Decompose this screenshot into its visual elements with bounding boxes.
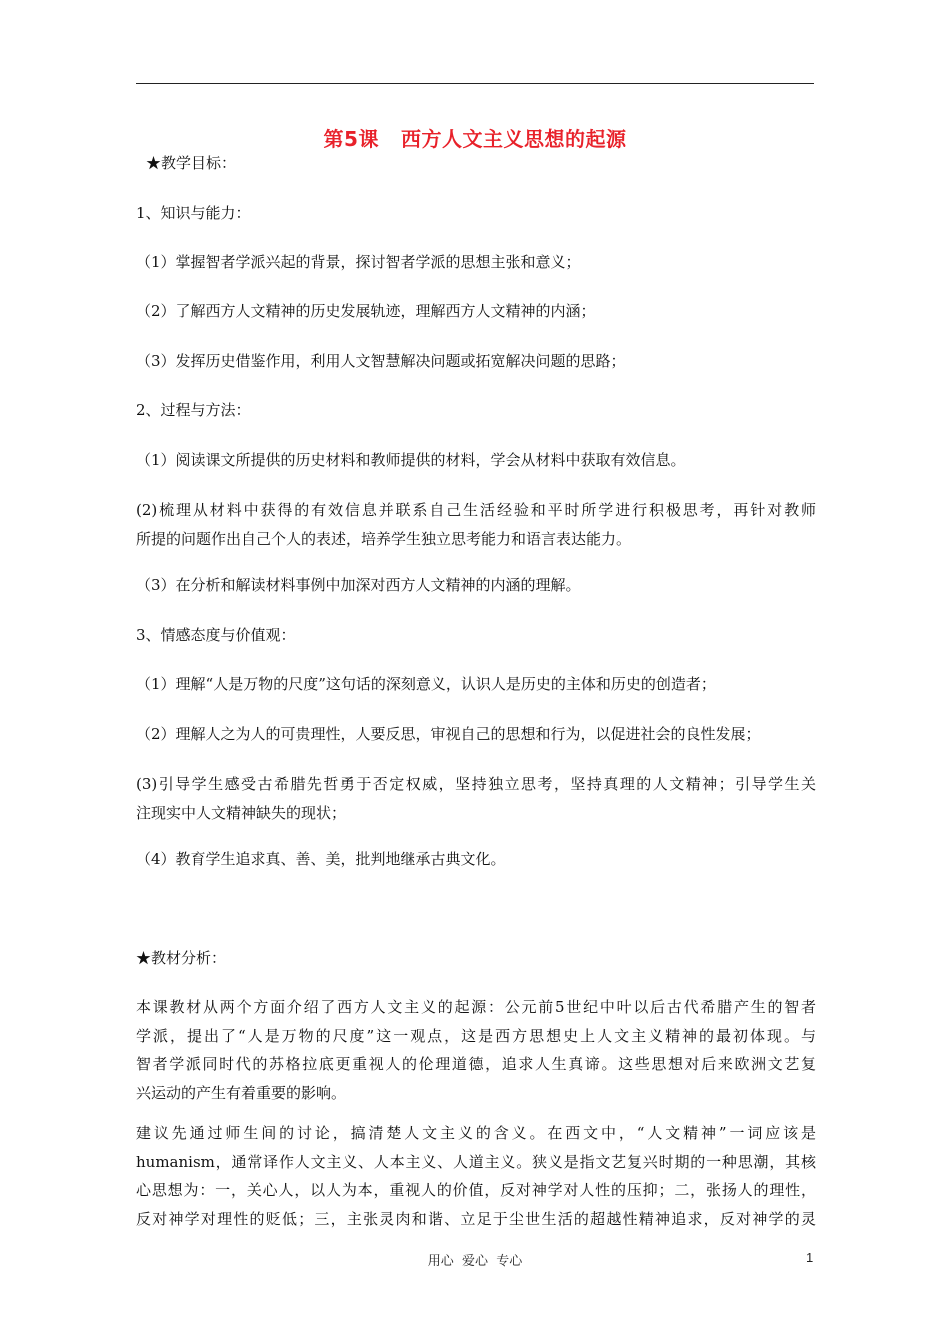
lesson-title	[0, 123, 950, 152]
goals-heading: ★教学目标：	[146, 154, 237, 172]
section1-heading: 1、知识与能力：	[136, 204, 251, 222]
text-line: 本课教材从两个方面介绍了西方人文主义的起源：公元前5世纪中叶以后古代希腊产生的智者	[136, 998, 816, 1016]
section3-item-1: （1）理解“人是万物的尺度”这句话的深刻意义，认识人是历史的主体和历史的创造者；	[136, 675, 716, 693]
text-line: (2)梳理从材料中获得的有效信息并联系自己生活经验和平时所学进行积极思考，再针对教师	[136, 501, 816, 519]
section3-heading: 3、情感态度与价值观：	[136, 626, 296, 644]
analysis-paragraph-2	[136, 1119, 816, 1233]
lesson-name: 西方人文主义思想的起源	[400, 127, 627, 151]
section2-item-3: （3）在分析和解读材料事例中加深对西方人文精神的内涵的理解。	[136, 576, 581, 594]
section3-item-2: （2）理解人之为人的可贵理性，人要反思，审视自己的思想和行为，以促进社会的良性发展；	[136, 725, 761, 743]
analysis-paragraph-1	[136, 993, 816, 1107]
text-line: 兴运动的产生有着重要的影响。	[136, 1083, 347, 1102]
section2-item-2	[136, 496, 816, 553]
lesson-number: 第5课	[323, 127, 379, 151]
text-line: 反对神学对理性的贬低；三，主张灵肉和谐、立足于尘世生活的超越性精神追求，反对神学的灵	[136, 1209, 816, 1228]
text-line: 智者学派同时代的苏格拉底更重视人的伦理道德，追求人生真谛。这些思想对后来欧洲文艺复	[136, 1055, 816, 1074]
text-line: humanism，通常译作人文主义、人本主义、人道主义。狭义是指文艺复兴时期的一种思潮，其核	[136, 1152, 816, 1171]
text-line: 学派，提出了“人是万物的尺度”这一观点，这是西方思想史上人文主义精神的最初体现。与	[136, 1026, 816, 1045]
text-line: (3)引导学生感受古希腊先哲勇于否定权威，坚持独立思考，坚持真理的人文精神；引导学生关	[136, 775, 816, 793]
section1-item-2: （2）了解西方人文精神的历史发展轨迹，理解西方人文精神的内涵；	[136, 302, 596, 320]
text-line: 建议先通过师生间的讨论，搞清楚人文主义的含义。在西文中，“人文精神”一词应该是	[136, 1124, 816, 1142]
section2-heading: 2、过程与方法：	[136, 401, 251, 419]
footer-motto: 用心 爱心 专心	[427, 1254, 523, 1269]
analysis-heading: ★教材分析：	[136, 949, 227, 967]
section3-item-4: （4）教育学生追求真、善、美，批判地继承古典文化。	[136, 850, 506, 868]
section2-item-1: （1）阅读课文所提供的历史材料和教师提供的材料，学会从材料中获取有效信息。	[136, 451, 686, 469]
text-line: 所提的问题作出自己个人的表述，培养学生独立思考能力和语言表达能力。	[136, 529, 632, 548]
header-rule	[136, 83, 814, 84]
text-line: 注现实中人文精神缺失的现状；	[136, 803, 347, 822]
section1-item-3: （3）发挥历史借鉴作用，利用人文智慧解决问题或拓宽解决问题的思路；	[136, 352, 626, 370]
page-number: 1	[806, 1250, 814, 1265]
section1-item-1: （1）掌握智者学派兴起的背景，探讨智者学派的思想主张和意义；	[136, 253, 581, 271]
section3-item-3	[136, 770, 816, 827]
text-line: 心思想为：一，关心人，以人为本，重视人的价值，反对神学对人性的压抑；二，张扬人的理性，	[136, 1181, 816, 1200]
